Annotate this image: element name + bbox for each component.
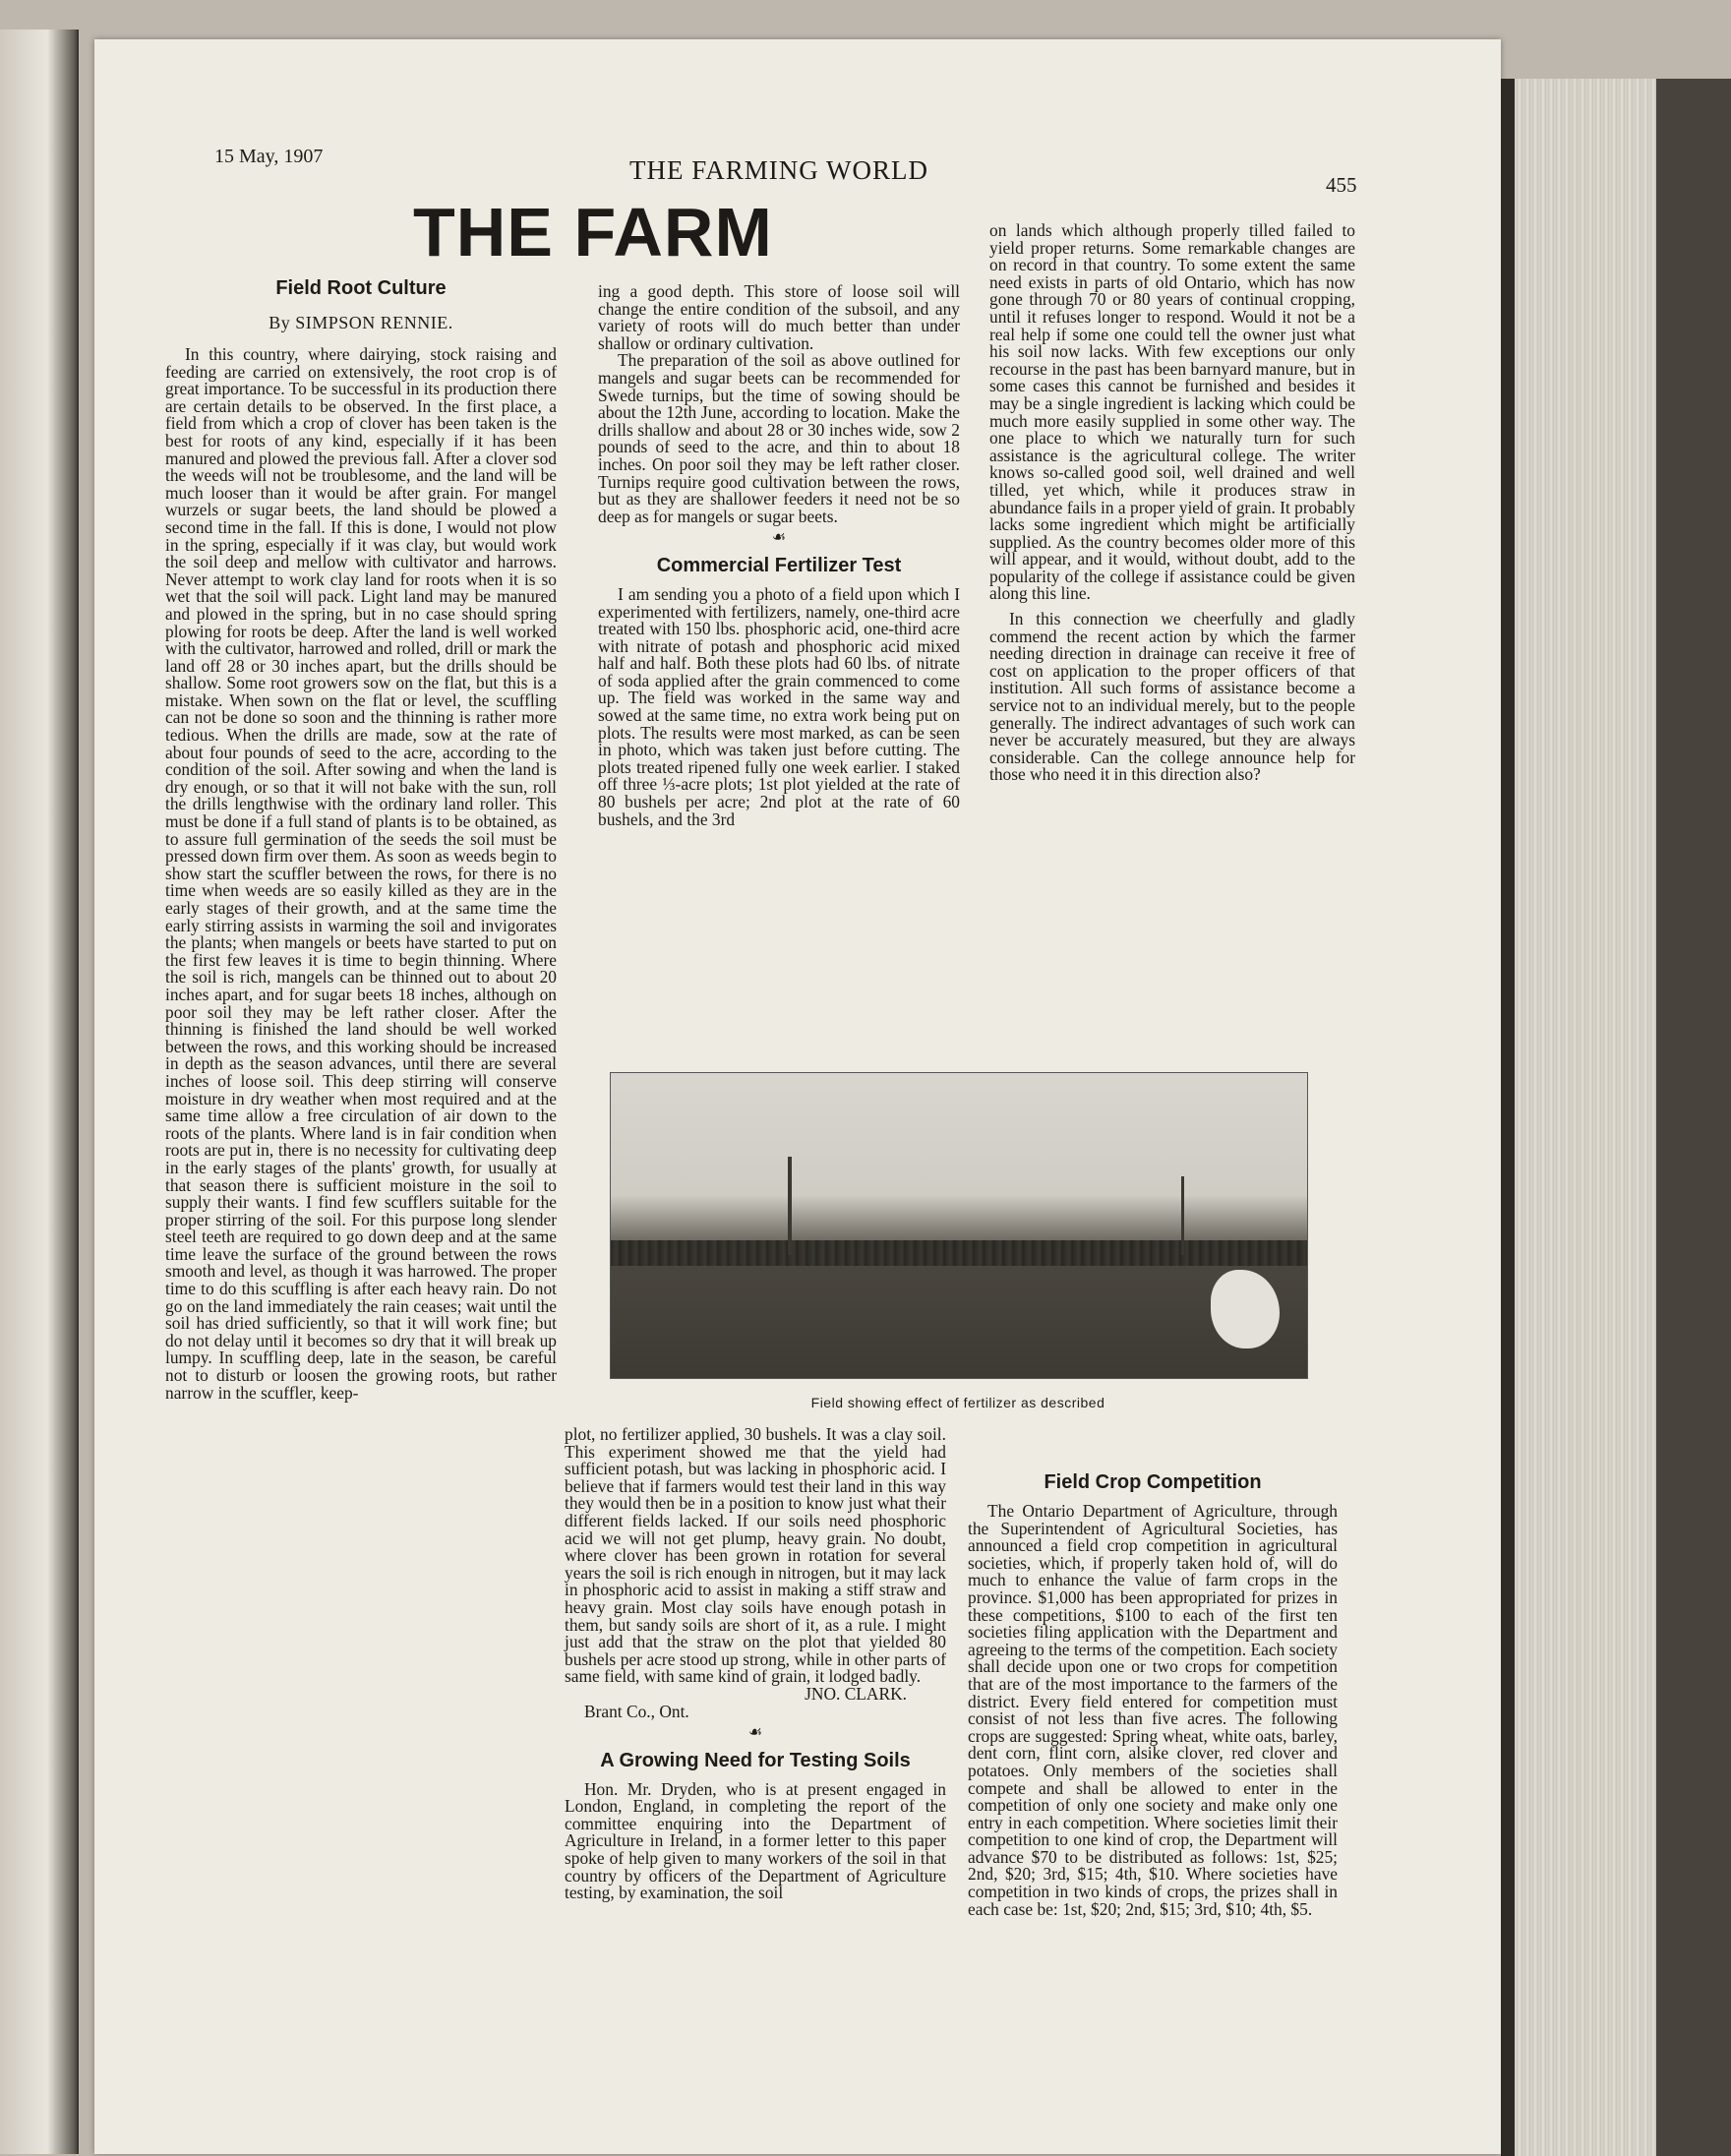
column-3-top (989, 222, 1355, 784)
article-title-field-crop-competition: Field Crop Competition (1044, 1471, 1262, 1493)
article-paragraph: In this country, where dairying, stock raising and feeding are carried on extensively, the root crop is of great importance. To be successful in its production there are certain details to be observed. In the first place, a field from which a crop of clover has been taken is the best for roots of any kind, especially if it has been manured and plowed the previous fall. After a clover sod the weeds will not be troublesome, and the land will be much looser than it would be after grain. For mangel wurzels or sugar beets, the land should be plowed a second time in the fall. If this is done, I would not plow in the spring, especially if it was clay, but would work the soil deep and mellow with cultivator and harrows. Never attempt to work clay land for roots when it is so wet that the soil will pack. Light land may be manured and plowed in the spring, but in no case should spring plowing for roots be deep. After the land is well worked with the cultivator, harrowed and rolled, drill or mark the land off 28 or 30 inches apart, but the drills should be shallow. Some root growers sow on the flat, but this is a mistake. When sown on the flat or level, the scuffling can not be done so soon and the thinning is rather more tedious. When the drills are made, sow at the rate of about four pounds of seed to the acre, according to the condition of the soil. After sowing and when the land is dry enough, or so that it will not bake with the sun, roll the drills lengthwise with the ordinary land roller. This must be done if a full stand of plants is to be obtained, as to assure full germination of the seeds the soil must be pressed down firm over them. As soon as weeds begin to show start the scuffler between the rows, for there is no time when weeds are so easily killed as they are in the early stages of their growth, and at the same time the early stirring assists in warming the soil and invigorates the plants; when mangels or beets have started to put on the first few leaves it is time to begin thinning. Where the soil is rich, mangels can be thinned out to about 20 inches apart, and for sugar beets 18 inches, although on poor soil they may be left rather closer. After the thinning is finished the land should be well worked between the rows, and this working should be increased in depth as the season advances, until there are several inches of loose soil. This deep stirring will conserve moisture in dry weather when most required and at the same time allow a free circulation of air down to the roots of the plants. Where land is in fair condition when roots are put in, there is no necessity for cultivating deep in the early stages of the plants' growth, for usually at that season there is sufficient moisture in the soil to supply their wants. I find few scufflers suitable for the proper stirring of the soil. For this purpose long slender steel teeth are required to go down deep and at the same time leave the surface of the ground between the rows smooth and level, as though it was harrowed. The proper time to do this scuffling is after each heavy rain. Do not go on the land immediately the rain ceases; wait until the soil has dried sufficiently, so that it will work fine; but do not delay until it becomes so dry that it will break up lumpy. In scuffling deep, late in the season, be careful not to disturb or loosen the growing roots, but rather narrow in the scuffler, keep- (165, 344, 557, 1403)
section-title: THE FARM (413, 194, 773, 270)
damage-spot (1211, 1270, 1280, 1348)
column-2-bottom (565, 1426, 946, 1902)
photo-caption: Field showing effect of fertilizer as described (810, 1395, 1105, 1410)
article-paragraph: on lands which although properly tilled failed to yield proper returns. Some remarkable changes are on record in that country. To some extent the same need exists in parts of old Ontario, which has now gone through 70 or 80 years of continual cropping, until it refuses longer to respond. Would it not be a real help if some one could tell the owner just what his soil now lacks. With few exceptions our only recourse in the past has been barnyard manure, but in some cases this cannot be furnished and besides it may be a single ingredient is lacking which could be much more easily supplied in some other way. The one place to which we naturally turn for such assistance is the agricultural college. The writer knows so-called good soil, well drained and well tilled, yet which, while it produces straw in abundance fails in a proper yield of grain. It probably lacks some ingredient which might be artificially supplied. As the country becomes older more of this will appear, and it would, without doubt, add to the popularity of the college if assistance could be given along this line. (989, 220, 1355, 604)
column-2-top (598, 283, 960, 828)
location: Brant Co., Ont. (584, 1701, 689, 1721)
article-paragraph: Hon. Mr. Dryden, who is at present engaged in London, England, in completing the report of the committee enquiring into the Department of Agriculture in Ireland, in a former letter to this paper spoke of help given to many workers of the soil in that country by officers of the Department of Agriculture testing, by examination, the soil (565, 1778, 946, 1903)
ornament-icon: ☙ (771, 529, 787, 547)
page-number: 455 (1326, 173, 1357, 197)
article-paragraph: The Ontario Department of Agriculture, through the Superintendent of Agricultural Societies, has announced a field crop competition in agricultural societies, which, if properly taken hold of, will do much to enhance the value of farm crops in the province. $1,000 has been appropriated for prizes in these competitions, $100 to each of the first ten societies filing application with the Department and agreeing to the terms of the competition. Each society shall decide upon one or two crops for competition that are of the most importance to the farmers of the district. Every field entered for competition must consist of not less than five acres. The following crops are suggested: Spring wheat, white oats, barley, dent corn, flint corn, alsike clover, red clover and potatoes. Only members of the societies shall compete and shall be allowed to enter in the competition of only one society and make only one entry in each competition. Where societies limit their competition to one kind of crop, the Department will advance $70 to be distributed as follows: 1st, $25; 2nd, $20; 3rd, $15; 4th, $10. Where societies have competition in two kinds of crops, the prizes shall in each case be: 1st, $20; 2nd, $15; 3rd, $10; 4th, $5. (968, 1501, 1338, 1919)
signature: JNO. CLARK. (805, 1683, 907, 1704)
pole (788, 1157, 792, 1255)
book-spine-shadow (1656, 79, 1731, 2156)
article-title-commercial-fertilizer-test: Commercial Fertilizer Test (656, 554, 902, 576)
article-paragraph: ing a good depth. This store of loose soil will change the entire condition of the subsoil, and any variety of roots will do much better than under shallow or ordinary cultivation. (598, 281, 960, 353)
article-paragraph: I am sending you a photo of a field upon which I experimented with fertilizers, namely, one-third acre treated with 150 lbs. phosphoric acid, one-third acre with nitrate of potash and phosphoric acid mixed half and half. Both these plots had 60 lbs. of nitrate of soda applied after the grain commenced to come up. The field was worked in the same way and sowed at the same time, no extra work being put on plots. The results were most marked, as can be seen in photo, which was taken just before cutting. The plots treated ripened fully one week earlier. I staked off three ⅓-acre plots; 1st plot yielded at the rate of 80 bushels per acre; 2nd plot at the rate of 60 bushels, and the 3rd (598, 583, 960, 829)
running-title: THE FARMING WORLD (629, 155, 928, 185)
issue-date: 15 May, 1907 (214, 146, 324, 167)
facing-page-edge (0, 30, 79, 2154)
field-photo (610, 1072, 1308, 1379)
pole (1181, 1176, 1184, 1255)
article-title-growing-need: A Growing Need for Testing Soils (600, 1749, 911, 1771)
ornament-icon: ☙ (747, 1724, 763, 1742)
treeline (611, 1240, 1307, 1266)
article-paragraph: In this connection we cheerfully and gladly commend the recent action by which the farmer needing direction in drainage can receive it free of cost on application to the proper officers of that institution. All such forms of assistance become a service not to an individual merely, but to the people generally. The indirect advantages of such work can never be accurately measured, but they are always considerable. Can the college announce help for those who need it in this direction also? (989, 609, 1355, 785)
column-3-bottom (968, 1464, 1338, 1918)
column-1 (165, 346, 557, 1402)
article-title-field-root-culture: Field Root Culture (275, 277, 447, 299)
article-paragraph: The preparation of the soil as above outlined for mangels and sugar beets can be recommended for Swede turnips, but the time of sowing should be about the 12th June, according to location. Make the drills shallow and about 28 or 30 inches wide, sow 2 pounds of seed to the acre, and thin to about 18 inches. On poor soil they may be left rather closer. Turnips require good cultivation between the rows, but as they are shallower feeders it need not be so deep as for mangels or sugar beets. (598, 350, 960, 526)
article-paragraph: plot, no fertilizer applied, 30 bushels. It was a clay soil. This experiment showed me that the yield had sufficient potash, but was lacking in phosphoric acid. I believe that if farmers would test their land in this way they would then be in a position to know just what their different fields lacked. If our soils need phosphoric acid we will not get plump, heavy grain. No doubt, where clover has been grown in rotation for several years the soil is rich enough in nitrogen, but it may lack in phosphoric acid to assist in making a stiff straw and heavy grain. Most clay soils have enough potash in them, but sandy soils are short of it, as a rule. I might just add that the straw on the plot that yielded 80 bushels per acre stood up strong, while in other parts of same field, with same kind of grain, it lodged badly. (565, 1424, 946, 1687)
byline: By SIMPSON RENNIE. (269, 313, 453, 332)
